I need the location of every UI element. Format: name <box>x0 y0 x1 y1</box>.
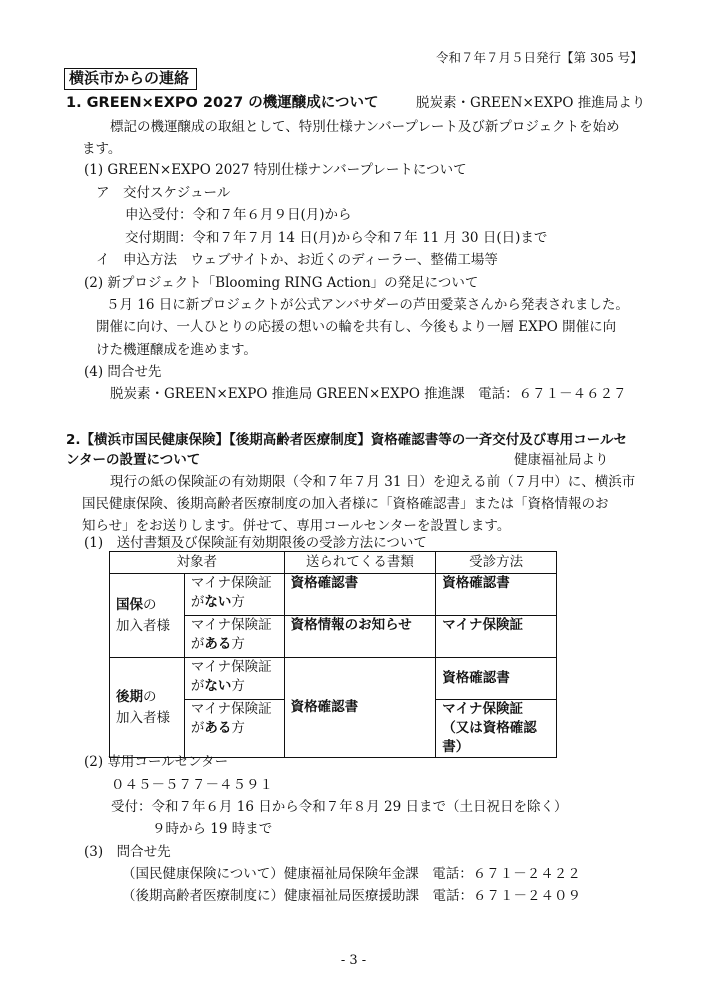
doc-cell: 資格情報のお知らせ <box>284 616 436 658</box>
item2-heading-line1: 2.【横浜市国民健康保険】【後期高齢者医療制度】資格確認書等の一斉交付及び専用コールセ <box>66 432 628 448</box>
table-row <box>110 658 557 700</box>
condition-line1: マイナ保険証 <box>190 701 272 717</box>
item1-intro-line1: 標記の機運醸成の取組として、特別仕様ナンバープレート及び新プロジェクトを始め <box>110 119 620 135</box>
condition-line1: マイナ保険証 <box>190 617 272 633</box>
condition-ga: が <box>190 678 205 694</box>
contact-kokuho: （国民健康保険について）健康福祉局保険年金課 電話：６７１－２４２２ <box>122 866 581 882</box>
item2-intro-line1: 現行の紙の保険証の有効期限（令和７年７月 31 日）を迎える前（７月中）に、横浜市 <box>110 474 636 490</box>
item1-sub1-i: イ 申込方法 ウェブサイトか、お近くのディーラー、整備工場等 <box>96 252 498 268</box>
kokuho-line2: 加入者様 <box>116 617 170 634</box>
item1-issue-period: 交付期間：令和７年７月 14 日(月)から令和７年 11 月 30 日(日)まで <box>125 230 548 246</box>
condition-cell <box>184 658 284 700</box>
item1-intro-line2: ます。 <box>82 141 122 157</box>
kouki-line2: 加入者様 <box>116 709 170 726</box>
method-cell: 資格確認書 <box>436 658 557 700</box>
insurance-table <box>109 551 557 758</box>
item1-source: 脱炭素・GREEN×EXPO 推進局より <box>416 95 646 111</box>
target-kokuho <box>110 574 185 658</box>
condition-kata: 方 <box>231 594 245 610</box>
condition-line1: マイナ保険証 <box>190 575 272 591</box>
condition-nai: ない <box>204 594 232 610</box>
item2-sub3-title: (3) 問合せ先 <box>84 844 171 860</box>
table-header: 送られてくる書類 <box>284 552 436 574</box>
condition-cell <box>184 574 284 616</box>
kokuho-suffix: の <box>143 596 157 613</box>
target-kouki <box>110 658 185 758</box>
item2-heading-line2: ンターの設置について <box>66 452 201 468</box>
condition-nai: ない <box>204 678 232 694</box>
condition-kata: 方 <box>231 720 245 736</box>
item1-sub4-title: (4) 問合せ先 <box>84 364 162 380</box>
table-row <box>110 574 557 616</box>
condition-line1: マイナ保険証 <box>190 659 272 675</box>
method-line1: マイナ保険証 <box>442 701 523 717</box>
condition-cell <box>184 616 284 658</box>
contact-kouki: （後期高齢者医療制度に）健康福祉局医療援助課 電話：６７１－２４０９ <box>122 888 581 904</box>
condition-aru: ある <box>204 720 232 736</box>
page-number: - 3 - <box>340 953 367 968</box>
call-center-phone: ０４５－５７７－４５９１ <box>111 777 273 793</box>
kokuho-bold: 国保 <box>116 596 143 613</box>
method-cell: 資格確認書 <box>436 574 557 616</box>
condition-cell <box>184 700 284 758</box>
item1-sub2-line3: けた機運醸成を進めます。 <box>96 342 257 358</box>
issue-date: 令和７年７月５日発行【第 305 号】 <box>436 50 643 65</box>
kouki-suffix: の <box>143 688 157 705</box>
item1-sub2-line2: 開催に向け、一人ひとりの応援の想いの輪を共有し、今後もより一層 EXPO 開催に向 <box>96 319 617 335</box>
item2-intro-line3: 知らせ」をお送りします。併せて、専用コールセンターを設置します。 <box>82 518 511 534</box>
call-center-hours-line2: ９時から 19 時まで <box>152 821 273 837</box>
item1-heading: 1. GREEN×EXPO 2027 の機運醸成について <box>66 95 379 111</box>
item2-sub1-title: (1) 送付書類及び保険証有効期限後の受診方法について <box>84 535 427 551</box>
condition-kata: 方 <box>231 636 245 652</box>
kouki-bold: 後期 <box>116 688 143 705</box>
item1-contact: 脱炭素・GREEN×EXPO 推進局 GREEN×EXPO 推進課 電話：６７１－４６２７ <box>110 386 627 402</box>
item1-sub1-a: ア 交付スケジュール <box>96 185 231 201</box>
table-header-row <box>110 552 557 574</box>
item1-application-period: 申込受付：令和７年６月９日(月)から <box>125 207 352 223</box>
item1-sub2-title: (2) 新プロジェクト「Blooming RING Action」の発足について <box>84 275 479 291</box>
method-cell <box>436 700 557 758</box>
condition-ga: が <box>190 636 205 652</box>
section-title: 横浜市からの連絡 <box>64 68 197 90</box>
item2-intro-line2: 国民健康保険、後期高齢者医療制度の加入者様に「資格確認書」または「資格情報のお <box>82 496 609 512</box>
item1-sub1-title: (1) GREEN×EXPO 2027 特別仕様ナンバープレートについて <box>84 162 467 178</box>
table-header: 対象者 <box>110 552 285 574</box>
call-center-hours-line1: 受付：令和７年６月 16 日から令和７年８月 29 日まで（土日祝日を除く） <box>111 799 568 815</box>
doc-cell: 資格確認書 <box>284 574 436 616</box>
method-cell: マイナ保険証 <box>436 616 557 658</box>
item1-sub2-line1: ５月 16 日に新プロジェクトが公式アンバサダーの芦田愛菜さんから発表されました。 <box>106 297 629 313</box>
condition-kata: 方 <box>231 678 245 694</box>
condition-aru: ある <box>204 636 232 652</box>
method-line2: （又は資格確認書） <box>442 720 537 755</box>
table-header: 受診方法 <box>436 552 557 574</box>
condition-ga: が <box>190 720 205 736</box>
doc-cell: 資格確認書 <box>284 658 436 758</box>
condition-ga: が <box>190 594 205 610</box>
item2-sub2-title: (2) 専用コールセンター <box>84 754 229 770</box>
item2-source: 健康福祉局より <box>514 452 609 468</box>
